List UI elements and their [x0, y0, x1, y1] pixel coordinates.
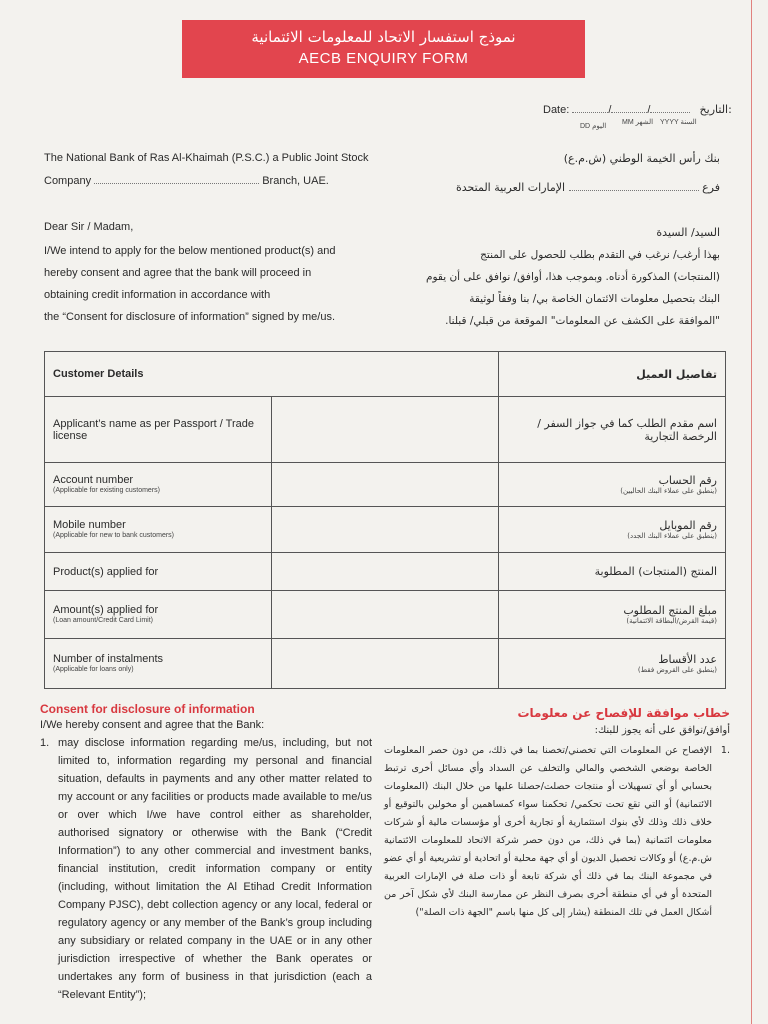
products-label-ar: المنتج (المنتجات) المطلوبة: [594, 565, 717, 578]
amount-label: Amount(s) applied for: [53, 604, 159, 616]
instalments-label: Number of instalments: [53, 653, 164, 665]
consent-title-ar: خطاب موافقة للإفصاح عن معلومات: [517, 706, 730, 720]
mobile-number-hint: (Applicable for new to bank customers): [53, 532, 174, 539]
mobile-number-hint-ar: (ينطبق على عملاء البنك الجدد): [627, 531, 717, 540]
amount-input[interactable]: [272, 591, 499, 639]
customer-details-header-ar: تفاصيل العميل: [499, 352, 726, 397]
row-label-ar: [499, 591, 726, 639]
branch-label-ar: فرع: [702, 181, 720, 194]
clause-number-ar: .1: [720, 745, 730, 756]
intro-line: hereby consent and agree that the bank will proceed in: [44, 267, 312, 279]
applicant-name-input[interactable]: [272, 397, 499, 463]
instalments-input[interactable]: [272, 639, 499, 689]
form-title-english: AECB ENQUIRY FORM: [298, 50, 469, 67]
instalments-label-ar: عدد الأقساط: [658, 652, 717, 666]
row-label-ar: [499, 639, 726, 689]
form-title-banner: [182, 20, 585, 78]
date-yyyy-hint: YYYY السنة: [660, 119, 697, 126]
row-label-ar: [499, 507, 726, 553]
uae-label-ar: الإمارات العربية المتحدة: [456, 181, 566, 194]
mobile-number-label-ar: رقم الموبايل: [659, 518, 717, 532]
amount-hint-ar: (قيمة القرض/البطاقة الائتمانية): [626, 616, 717, 625]
table-row: [45, 507, 726, 553]
date-mm-hint: MM الشهر: [622, 119, 654, 126]
account-number-input[interactable]: [272, 463, 499, 507]
row-label-en: [45, 507, 272, 553]
table-row: [45, 591, 726, 639]
intro-line-ar: (المنتجات) المذكورة أدناه. وبموجب هذا، أوافق/ نوافق على أن يقوم: [425, 271, 720, 283]
date-label-ar: التاريخ:: [699, 103, 732, 116]
page-border-line: [751, 0, 752, 1024]
branch-input-en[interactable]: [94, 173, 259, 184]
applicant-name-label: Applicant’s name as per Passport / Trade license: [53, 417, 254, 442]
consent-clause-1-ar: [384, 742, 730, 922]
account-number-label-ar: رقم الحساب: [658, 473, 717, 487]
mobile-number-input[interactable]: [272, 507, 499, 553]
row-label-en: [45, 639, 272, 689]
table-row: [45, 639, 726, 689]
consent-section-ar: [384, 706, 730, 922]
account-number-label: Account number: [53, 474, 134, 486]
branch-input-ar[interactable]: [569, 180, 699, 191]
table-row: [45, 553, 726, 591]
clause-number: 1.: [40, 737, 50, 749]
account-number-hint: (Applicable for existing customers): [53, 487, 160, 494]
table-row: [45, 397, 726, 463]
intro-line-ar: "الموافقة على الكشف عن المعلومات" الموقعة من قبلي/ قبلنا.: [445, 315, 720, 327]
intro-paragraph-ar: [380, 244, 720, 332]
date-label-en: Date:: [543, 104, 570, 116]
row-label-en: [45, 397, 272, 463]
row-label-en: [45, 463, 272, 507]
bank-line-2-ar[interactable]: [400, 180, 720, 194]
amount-label-ar: مبلغ المنتج المطلوب: [623, 603, 717, 617]
bank-line-1-en: The National Bank of Ras Al-Khaimah (P.S.C.) a Public Joint Stock: [44, 152, 369, 164]
branch-suffix: Branch, UAE.: [262, 175, 329, 187]
instalments-hint: (Applicable for loans only): [53, 666, 134, 673]
intro-line: I/We intend to apply for the below mentioned product(s) and: [44, 245, 336, 257]
customer-details-table: [44, 351, 726, 689]
instalments-hint-ar: (ينطبق على القروض فقط): [637, 665, 717, 674]
consent-section-en: [40, 702, 372, 1004]
salutation-ar: السيد/ السيدة: [656, 226, 720, 239]
salutation-en: Dear Sir / Madam,: [44, 221, 134, 233]
bank-line-2-en[interactable]: [44, 170, 329, 192]
table-row: [45, 463, 726, 507]
date-dd-hint: DD اليوم: [580, 123, 607, 130]
consent-intro-en: I/We hereby consent and agree that the Bank:: [40, 719, 265, 731]
clause-text-ar: الإفصاح عن المعلومات التي تخصني/تخصنا بما في ذلك، من دون حصر المعلومات الخاصة بوضعي الشخصي والمالي والتخلف عن السداد وأي مسائل أخرى ترتبط بحسابي أو أي تسهيلات أو منتجات حصلت/حصلنا عليها من خلال البنك (المعلومات الائتمانية) أو التي تقع تحت تحكمي/ تحكمنا سواء كمساهمين أو مخولين بالتوقيع أو خلاف ذلك وذلك لأي بنوك استثمارية أو تجارية أخرى أو مؤسسات مالية أو شركات معلومات ائتمانية (بما في ذلك، من دون حصر شركة الاتحاد للمعلومات الائتمانية ش.م.ع) أو وكالات تحصيل الديون أو أي جهة محلية أو اتحادية أو تشريعية أو أي عضو في مجموعة البنك بما في ذلك أي شركة تابعة أو ذات صلة في الإمارات العربية المتحدة أو في أي منطقة أخرى بصرف النظر عن ممارسة البنك لأي شكل آخر من أشكال العمل في تلك المنطقة (يشار إلى كل منها باسم "الجهة ذات الصلة"): [384, 745, 712, 918]
bank-line-1-ar: بنك رأس الخيمة الوطني (ش.م.ع): [563, 152, 720, 165]
customer-details-header-en: Customer Details: [45, 352, 499, 397]
row-label-en: [45, 553, 272, 591]
amount-hint: (Loan amount/Credit Card Limit): [53, 617, 153, 624]
customer-details-header: [45, 352, 726, 397]
row-label-en: [45, 591, 272, 639]
account-number-hint-ar: (ينطبق على عملاء البنك الحاليين): [620, 486, 717, 495]
row-label-ar: [499, 553, 726, 591]
mobile-number-label: Mobile number: [53, 519, 126, 531]
intro-line: the “Consent for disclosure of information” signed by me/us.: [44, 311, 336, 323]
row-label-ar: [499, 463, 726, 507]
intro-line-ar: بهذا أرغب/ نرغب في التقدم بطلب للحصول على المنتج: [480, 249, 720, 261]
intro-line-ar: البنك بتحصيل معلومات الائتمان الخاصة بي/ بنا وفقاً لوثيقة: [469, 293, 720, 305]
row-label-ar: [499, 397, 726, 463]
company-label: Company: [44, 175, 92, 187]
intro-line: obtaining credit information in accordance with: [44, 289, 271, 301]
consent-clause-1-en: [40, 734, 372, 1004]
form-title-arabic: نموذج استفسار الاتحاد للمعلومات الائتمانية: [251, 28, 516, 46]
consent-title-en: Consent for disclosure of information: [40, 702, 255, 716]
intro-paragraph-en: [44, 240, 384, 328]
products-input[interactable]: [272, 553, 499, 591]
products-label: Product(s) applied for: [53, 565, 159, 578]
consent-intro-ar: أوافق/نوافق على أنه يجوز للبنك:: [594, 725, 730, 736]
applicant-name-label-ar: اسم مقدم الطلب كما في جواز السفر / الرخصة التجارية: [537, 416, 717, 443]
date-field[interactable]: Date: / / التاريخ:: [543, 103, 732, 116]
clause-text: may disclose information regarding me/us, including, but not limited to, information regarding my personal and financial situation, defaults in payments and any other matter related to my account or any facilities or products made available to me/us or over which I/we have control either as shareholder, authorised signatory or otherwise with the Bank (“Credit Information”) to any other commercial and investment banks, financial institution, credit information company or entity (including, without limitation the Al Etihad Credit Information Company PJSC), debt collection agency or any local, federal or regulatory agency or any member of the Bank’s group including any subsidiary or related company in the UAE or in any other jurisdiction irrespective of whether the Bank operates or undertakes any form of business in that jurisdiction (each a “Relevant Entity”);: [58, 737, 372, 1001]
